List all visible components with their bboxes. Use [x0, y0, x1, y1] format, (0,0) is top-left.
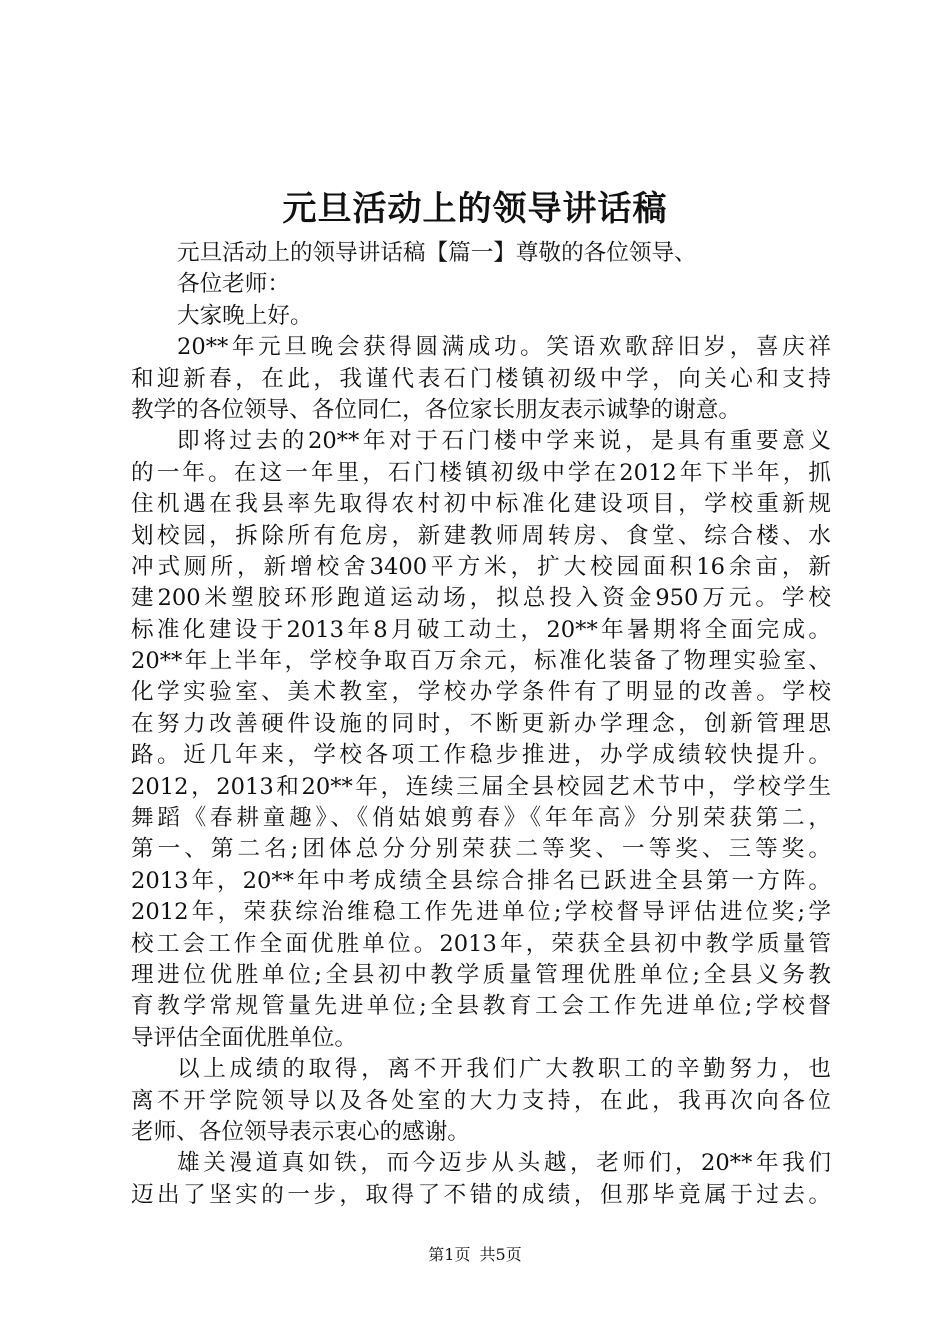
- text-line: 育教学常规管量先进单位;全县教育工会工作先进单位;学校督: [131, 993, 831, 1020]
- text-line: 第一、第二名;团体总分分别荣获二等奖、一等奖、三等奖。: [131, 836, 831, 863]
- text-line: 离不开学院领导以及各处室的大力支持，在此，我再次向各位: [131, 1087, 831, 1114]
- text-line: 导评估全面优胜单位。: [131, 1024, 357, 1051]
- text-line: 理进位优胜单位;全县初中教学质量管理优胜单位;全县义务教: [131, 961, 831, 988]
- text-line: 雄关漫道真如铁，而今迈步从头越，老师们，20**年我们: [177, 1150, 831, 1177]
- document-body: [131, 238, 831, 1211]
- text-line: 和迎新春，在此，我谨代表石门楼镇初级中学，向关心和支持: [131, 365, 831, 392]
- text-line: 20**年上半年，学校争取百万余元，标准化装备了物理实验室、: [131, 648, 831, 675]
- text-line: 化学实验室、美术教室，学校办学条件有了明显的改善。学校: [131, 679, 831, 706]
- text-line: 标准化建设于2013年8月破工动土，20**年暑期将全面完成。: [131, 616, 831, 643]
- text-line: 以上成绩的取得，离不开我们广大教职工的辛勤努力，也: [177, 1056, 831, 1083]
- text-line: 划校园，拆除所有危房，新建教师周转房、食堂、综合楼、水: [131, 522, 831, 549]
- text-line: 2012年，荣获综治维稳工作先进单位;学校督导评估进位奖;学: [131, 899, 831, 926]
- page-footer: 第1页 共5页: [428, 1245, 522, 1264]
- text-line: 20**年元旦晚会获得圆满成功。笑语欢歌辞旧岁，喜庆祥: [177, 334, 831, 361]
- text-line: 的一年。在这一年里，石门楼镇初级中学在2012年下半年，抓: [131, 459, 831, 486]
- text-line: 住机遇在我县率先取得农村初中标准化建设项目，学校重新规: [131, 491, 831, 518]
- text-line: 2013年，20**年中考成绩全县综合排名已跃进全县第一方阵。: [131, 867, 831, 894]
- text-line: 迈出了坚实的一步，取得了不错的成绩，但那毕竟属于过去。: [131, 1181, 831, 1208]
- text-line: 舞蹈《春耕童趣》、《俏姑娘剪春》《年年高》分别荣获第二，: [131, 805, 831, 832]
- text-line: 大家晚上好。: [177, 302, 313, 329]
- text-line: 即将过去的20**年对于石门楼中学来说，是具有重要意义: [177, 428, 831, 455]
- text-line: 校工会工作全面优胜单位。2013年，荣获全县初中教学质量管: [131, 930, 831, 957]
- text-line: 在努力改善硬件设施的同时，不断更新办学理念，创新管理思: [131, 710, 831, 737]
- text-line: 路。近几年来，学校各项工作稳步推进，办学成绩较快提升。: [131, 742, 831, 769]
- text-line: 各位老师：: [177, 271, 290, 298]
- text-line: 元旦活动上的领导讲话稿【篇一】尊敬的各位领导、: [177, 240, 697, 266]
- text-line: 教学的各位领导、各位同仁，各位家长朋友表示诚挚的谢意。: [131, 396, 742, 423]
- text-line: 2012，2013和20**年，连续三届全县校园艺术节中，学校学生: [131, 773, 831, 800]
- text-line: 建200米塑胶环形跑道运动场，拟总投入资金950万元。学校: [131, 585, 831, 612]
- text-line: 老师、各位领导表示衷心的感谢。: [131, 1118, 470, 1145]
- document-title: 元旦活动上的领导讲话稿: [282, 189, 668, 229]
- text-line: 冲式厕所，新增校舍3400平方米，扩大校园面积16余亩，新: [131, 553, 831, 580]
